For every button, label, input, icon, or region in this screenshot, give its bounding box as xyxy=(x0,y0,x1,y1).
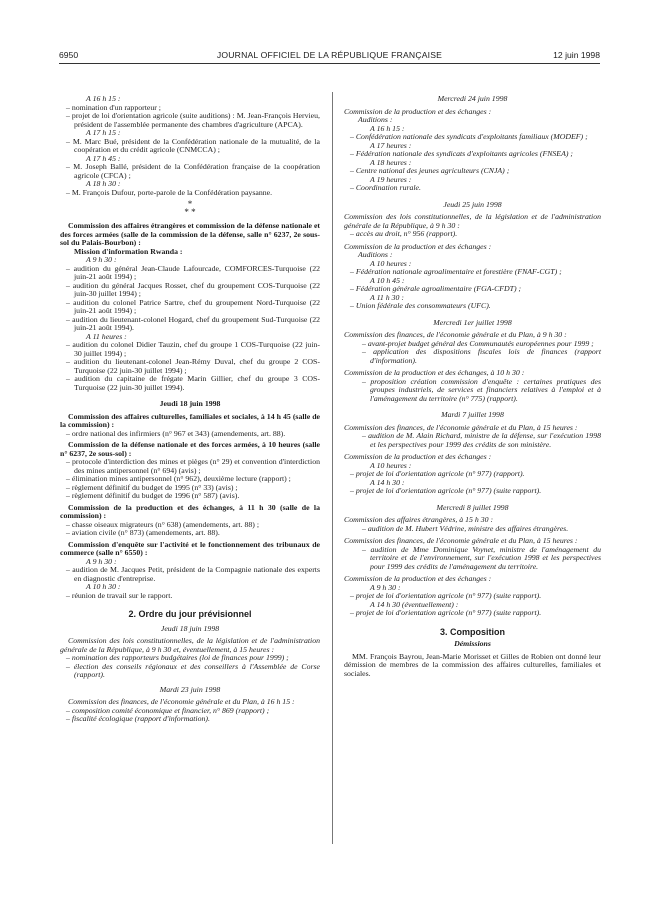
agenda-item: – réunion de travail sur le rapport. xyxy=(66,590,173,600)
time-heading: A 10 h 30 : xyxy=(86,582,121,591)
time-heading: A 17 h 15 : xyxy=(86,128,121,137)
time-heading: A 11 heures : xyxy=(86,331,127,341)
agenda-item: – ordre national des infirmiers (n° 967 et 343) (amendements, art. 88). xyxy=(66,428,286,438)
agenda-item: – Centre national des jeunes agriculteurs (CNJA) ; xyxy=(350,166,510,175)
time-heading: A 17 h 45 : xyxy=(86,153,121,163)
agenda-item: – nomination d'un rapporteur ; xyxy=(66,102,161,112)
section-heading: 3. Composition xyxy=(440,626,505,637)
commission-heading: Commission de la défense nationale et des forces armées, à 10 heures (salle n° 6237, 2e sous-sol) : xyxy=(60,440,320,458)
subheading: Auditions : xyxy=(358,250,393,259)
agenda-item: – chasse oiseaux migrateurs (n° 638) (amendements, art. 88) ; xyxy=(66,519,259,529)
page-header xyxy=(59,50,600,62)
commission-heading: Commission des affaires étrangères et commission de la défense nationale et des forces armées (salle de la commission de la défense, salle n° 6237, 2e sous-sol du Palais-Bourbon) : xyxy=(60,221,320,247)
agenda-item: – règlement définitif du budget de 1996 (n° 587) (avis). xyxy=(66,491,240,500)
agenda-item: – M. François Dufour, porte-parole de la Confédération paysanne. xyxy=(66,187,273,197)
agenda-item: – M. Joseph Ballé, président de la Confédération française de la coopération agricole (CFCA) ; xyxy=(66,162,320,180)
time-heading: A 14 h 30 : xyxy=(370,477,405,487)
agenda-item: – nomination des rapporteurs budgétaires (loi de finances pour 1999) ; xyxy=(66,653,289,662)
commission-heading: Commission de la production et des échanges : xyxy=(344,241,492,251)
agenda-item: – Union fédérale des consommateurs (UFC). xyxy=(350,301,491,310)
agenda-item: – Coordination rurale. xyxy=(350,183,421,192)
agenda-item: – audition du général Jean-Claude Lafourcade, COMFORCES-Turquoise (22 juin-21 août 1994) ; xyxy=(66,263,320,281)
time-heading: A 18 heures : xyxy=(370,157,412,167)
date-heading: Jeudi 25 juin 1998 xyxy=(443,199,502,209)
agenda-item: – Confédération nationale des syndicats d'exploitants familiaux (MODEF) ; xyxy=(350,132,588,141)
date-heading: Jeudi 18 juin 1998 xyxy=(159,399,221,408)
time-heading: A 9 h 30 : xyxy=(86,556,117,566)
journal-title: JOURNAL OFFICIEL DE LA RÉPUBLIQUE FRANÇAISE xyxy=(216,50,443,60)
agenda-item: – élection des conseils régionaux et des conseillers à l'Assemblée de Corse (rapport). xyxy=(66,661,320,679)
agenda-item: – composition comité économique et financier, n° 869 (rapport) ; xyxy=(66,705,270,715)
page-number: 6950 xyxy=(59,50,79,60)
commission-heading: Commission des finances, de l'économie générale et du Plan, à 9 h 30 : xyxy=(344,330,567,339)
time-heading: A 9 h 30 : xyxy=(370,582,401,592)
right-column xyxy=(344,95,601,678)
commission-heading: Commission des affaires culturelles, familiales et sociales, à 14 h 45 (salle de la commission) : xyxy=(60,411,320,429)
time-heading: A 19 heures : xyxy=(370,174,412,184)
commission-heading: Commission des finances, de l'économie générale et du Plan, à 15 heures : xyxy=(344,422,578,432)
separator-star: * xyxy=(187,199,193,209)
left-column xyxy=(60,95,320,724)
section-heading: 2. Ordre du jour prévisionnel xyxy=(128,609,252,619)
agenda-item: – projet de loi d'orientation agricole (n° 977) (suite rapport). xyxy=(350,591,542,600)
agenda-item: – aviation civile (n° 873) (amendements, art. 88). xyxy=(66,528,220,537)
commission-heading: Commission de la production et des échanges, à 11 h 30 (salle de la commission) : xyxy=(60,502,320,520)
agenda-item: – audition de M. Hubert Védrine, ministre des affaires étrangères. xyxy=(362,523,569,533)
commission-heading: Commission des finances, de l'économie générale et du Plan, à 16 h 15 : xyxy=(68,697,295,706)
agenda-item: – M. Marc Bué, président de la Confédération nationale de la mutualité, de la coopération et du crédit agricole (CNMCCA) ; xyxy=(66,136,320,154)
agenda-item: – audition du lieutenant-colonel Jean-Rémy Duval, chef du groupe 2 COS-Turquoise (22 juin-30 juillet 1994) ; xyxy=(66,357,320,375)
subheading: Auditions : xyxy=(358,115,393,124)
commission-heading: Commission de la production et des échanges : xyxy=(344,106,492,116)
time-heading: A 10 heures : xyxy=(370,460,412,470)
agenda-item: – audition du colonel Patrice Sartre, chef du groupement Nord-Turquoise (22 juin-21 août 1994) ; xyxy=(66,297,320,315)
commission-heading: Commission des finances, de l'économie générale et du Plan, à 15 heures : xyxy=(344,536,578,545)
date-heading: Mercredi 1er juillet 1998 xyxy=(433,317,512,327)
agenda-item: – Fédération nationale agroalimentaire et forestière (FNAF-CGT) ; xyxy=(350,267,562,276)
agenda-item: – fiscalité écologique (rapport d'information). xyxy=(66,714,210,723)
agenda-item: – audition du colonel Didier Tauzin, chef du groupe 1 COS-Turquoise (22 juin-30 juillet 1994) ; xyxy=(66,340,320,358)
time-heading: A 10 h 45 : xyxy=(370,275,405,285)
agenda-item: – projet de loi d'orientation agricole (n° 977) (rapport). xyxy=(350,469,525,478)
agenda-item: – audition du général Jacques Rosset, chef du groupement COS-Turquoise (22 juin-30 juillet 1994) ; xyxy=(66,280,320,298)
time-heading: A 16 h 15 : xyxy=(370,123,405,133)
agenda-item: – Fédération nationale des syndicats d'exploitants agricoles (FNSEA) ; xyxy=(350,149,573,158)
time-heading: A 14 h 30 (éventuellement) : xyxy=(370,599,459,609)
column-divider xyxy=(332,92,333,844)
agenda-item: – Fédération générale agroalimentaire (FGA-CFDT) ; xyxy=(350,284,522,293)
time-heading: A 9 h 30 : xyxy=(86,255,117,264)
agenda-item: – avant-projet budget général des Communautés européennes pour 1999 ; xyxy=(362,338,594,348)
agenda-item: – audition de M. Jacques Petit, président de la Compagnie nationale des experts en diagnostic d'entreprise. xyxy=(66,565,320,583)
commission-heading: Commission des lois constitutionnelles, de la législation et de l'administration générale de la République, à 9 h 30 : xyxy=(344,212,601,230)
agenda-item: – élimination mines antipersonnel (n° 962), deuxième lecture (rapport) ; xyxy=(66,474,291,483)
agenda-item: – audition du lieutenant-colonel Hogard, chef du groupement Sud-Turquoise (22 juin-21 août 1994). xyxy=(66,314,320,332)
date-heading: Mardi 23 juin 1998 xyxy=(159,684,221,694)
time-heading: A 17 heures : xyxy=(370,140,412,150)
agenda-item: – projet de loi d'orientation agricole (suite auditions) : M. Jean-François Hervieu, président de l'assemblée permanente des chambres d'agriculture (APCA). xyxy=(66,111,320,129)
commission-heading: Commission de la production et des échanges : xyxy=(344,574,492,583)
agenda-item: – proposition création commission d'enquête : certaines pratiques des groupes industriels, de services et financiers relatives à l'emploi et à l'aménagement du territoire (n° 775) (rapport). xyxy=(362,376,601,403)
time-heading: A 10 heures : xyxy=(370,258,412,268)
agenda-item: – règlement définitif du budget de 1995 (n° 33) (avis) ; xyxy=(66,482,238,492)
commission-heading: Commission des affaires étrangères, à 15 h 30 : xyxy=(344,515,494,524)
issue-date: 12 juin 1998 xyxy=(553,50,600,60)
paragraph: MM. François Bayrou, Jean-Marie Morisset et Gilles de Robien ont donné leur démission de membres de la commission des affaires culturelles, familiales et sociales. xyxy=(344,651,601,678)
time-heading: A 16 h 15 : xyxy=(86,94,121,103)
header-rule xyxy=(59,63,600,64)
commission-heading: Commission d'enquête sur l'activité et le fonctionnement des tribunaux de commerce (salle n° 6550) : xyxy=(60,539,320,557)
commission-heading: Commission des lois constitutionnelles, de la législation et de l'administration générale de la République, à 9 h 30 et, éventuellement, à 15 heures : xyxy=(60,636,320,654)
commission-heading: Commission de la production et des échanges, à 10 h 30 : xyxy=(344,368,525,377)
date-heading: Mercredi 24 juin 1998 xyxy=(437,94,508,103)
agenda-item: – projet de loi d'orientation agricole (n° 977) (suite rapport). xyxy=(350,486,542,495)
mission-heading: Mission d'information Rwanda : xyxy=(74,246,183,256)
agenda-item: – projet de loi d'orientation agricole (n° 977) (suite rapport). xyxy=(350,608,542,617)
time-heading: A 11 h 30 : xyxy=(370,292,404,302)
agenda-item: – protocole d'interdiction des mines et pièges (n° 29) et convention d'interdiction des mines antipersonnel (n° 694) (avis) ; xyxy=(66,457,320,475)
commission-heading: Commission de la production et des échanges : xyxy=(344,452,492,461)
time-heading: A 18 h 30 : xyxy=(86,179,121,188)
agenda-item: – audition de M. Alain Richard, ministre de la défense, sur l'exécution 1998 et les perspectives pour 1999 des crédits de son ministère. xyxy=(362,431,601,449)
separator-stars: * * xyxy=(184,207,196,217)
date-heading: Mardi 7 juillet 1998 xyxy=(441,410,504,419)
date-heading: Mercredi 8 juillet 1998 xyxy=(436,502,509,512)
agenda-item: – audition de Mme Dominique Voynet, ministre de l'aménagement du territoire et de l'environnement, sur l'exécution 1998 et les perspectives pour 1999 des crédits de l'aménagement du territoire. xyxy=(362,544,601,571)
date-heading: Jeudi 18 juin 1998 xyxy=(160,623,220,633)
agenda-item: – audition du capitaine de frégate Marin Gillier, chef du groupe 3 COS-Turquoise (22 juin-30 juillet 1994). xyxy=(66,374,320,392)
subsection-heading: Démissions xyxy=(454,639,491,648)
agenda-item: – accès au droit, n° 956 (rapport). xyxy=(350,229,458,238)
agenda-item: – application des dispositions fiscales lois de finances (rapport d'information). xyxy=(362,347,601,365)
